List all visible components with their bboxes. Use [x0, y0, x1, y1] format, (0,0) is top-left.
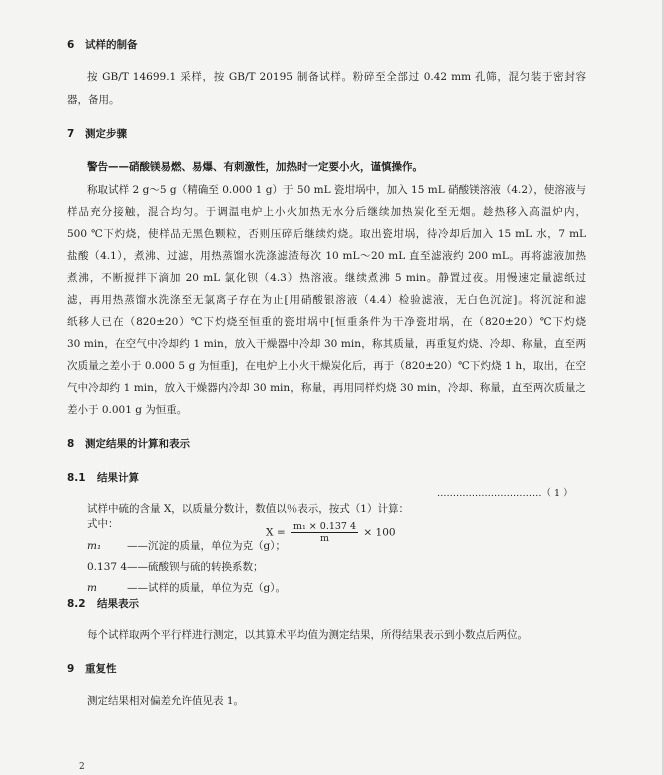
section-title: 测定步骤	[85, 128, 127, 140]
section-6-heading	[67, 38, 138, 52]
formula-fraction	[291, 521, 358, 544]
definition-text: ——试样的质量，单位为克（g）。	[127, 582, 286, 594]
warning-text: 警告——硝酸镁易燃、易爆、有刺激性，加热时一定要小火，谨慎操作。	[87, 161, 423, 173]
formula-tag: ……………………………（ 1 ）	[437, 488, 573, 499]
section-9-heading	[67, 662, 117, 676]
page-number: 2	[79, 762, 85, 772]
formula-rhs: × 100	[363, 526, 396, 539]
section-7-heading	[67, 127, 127, 141]
paragraph-line: 样品充分接触，混合均匀。于调温电炉上小火加热无水分后继续加热炭化至无烟。趁热移入高温炉内，	[67, 206, 586, 218]
section-8-heading	[67, 437, 190, 451]
paragraph-line: 差小于 0.001 g 为恒重。	[67, 404, 188, 416]
section-number: 8	[67, 438, 75, 450]
paragraph-line: 30 min，在空气中冷却约 1 min，放入干燥器中冷却 30 min，称其质量，再重复灼烧、冷却、称量，直至两	[67, 338, 586, 350]
definition-symbol: 0.137 4	[87, 561, 128, 573]
section-number: 8.2	[67, 598, 86, 610]
definition-text: ——沉淀的质量，单位为克（g）；	[127, 540, 286, 552]
paragraph-line: 煮沸，不断搅拌下滴加 20 mL 氯化钡（4.3）热溶液。继续煮沸 5 min。静置过夜。用慢速定量滤纸过	[67, 272, 586, 284]
where-label: 式中：	[87, 518, 119, 530]
paragraph-line: 按 GB/T 14699.1 采样，按 GB/T 20195 制备试样。粉碎至全部过 0.42 mm 孔筛，混匀装于密封容	[87, 71, 586, 83]
paragraph-line: 气中冷却约 1 min，放入干燥器内冷却 30 min，称量，再用同样灼烧 30 min，冷却、称量，直至两次质量之	[67, 382, 586, 394]
paragraph-line: 纸移人已在（820±20）℃下灼烧至恒重的瓷坩埚中[恒重条件为干净瓷坩埚，在（820±20）℃下灼烧	[67, 316, 586, 328]
paragraph-line: 称取试样 2 g～5 g（精确至 0.000 1 g）于 50 mL 瓷坩埚中，加入 15 mL 硝酸镁溶液（4.2），使溶液与	[87, 184, 586, 196]
definition-text: ——硫酸钡与硫的转换系数；	[127, 561, 264, 573]
section-title: 试样的制备	[85, 39, 138, 51]
definition-row	[87, 560, 264, 574]
paragraph-line: 测定结果相对偏差允许值见表 1。	[87, 695, 245, 707]
definition-row	[87, 581, 286, 595]
section-title: 结果计算	[97, 472, 139, 484]
paragraph-line: 次质量之差小于 0.000 5 g 为恒重]，在电炉上小火干燥炭化后，再于（820±20）℃下灼烧 1 h，取出，在空	[67, 360, 586, 372]
paragraph-line: 每个试样取两个平行样进行测定，以其算术平均值为测定结果，所得结果表示到小数点后两位。	[87, 629, 528, 641]
definition-symbol: m₁	[87, 540, 102, 552]
section-title: 结果表示	[97, 598, 139, 610]
paragraph-line: 盐酸（4.1），煮沸、过滤，用热蒸馏水洗涤滤渣每次 10 mL～20 mL 直至滤液约 200 mL。再将滤液加热	[67, 250, 586, 262]
paragraph-line: 滤，再用热蒸馏水洗涤至无氯离子存在为止[用硝酸银溶液（4.4）检验滤液，无白色沉淀]。将沉淀和滤	[67, 294, 586, 306]
paragraph-line: 试样中硫的含量 X，以质量分数计，数值以％表示，按式（1）计算：	[87, 503, 409, 515]
section-number: 8.1	[67, 472, 86, 484]
formula-lhs: X =	[266, 526, 286, 539]
paragraph-line: 器，备用。	[67, 94, 120, 106]
paragraph-line: 500 ℃下灼烧，使样品无黑色颗粒，否则压碎后继续灼烧。取出瓷坩埚，待冷却后加入 15 mL 水，7 mL	[67, 228, 586, 240]
section-8-2-heading	[67, 597, 139, 611]
section-8-1-heading	[67, 471, 139, 485]
section-title: 测定结果的计算和表示	[85, 438, 190, 450]
section-title: 重复性	[85, 663, 117, 675]
section-number: 7	[67, 128, 75, 140]
formula-numerator: m₁ × 0.137 4	[292, 521, 357, 532]
definition-symbol: m	[87, 582, 97, 594]
definition-row	[87, 539, 286, 553]
formula-denominator: m	[320, 533, 330, 544]
section-number: 6	[67, 39, 75, 51]
section-number: 9	[67, 663, 75, 675]
